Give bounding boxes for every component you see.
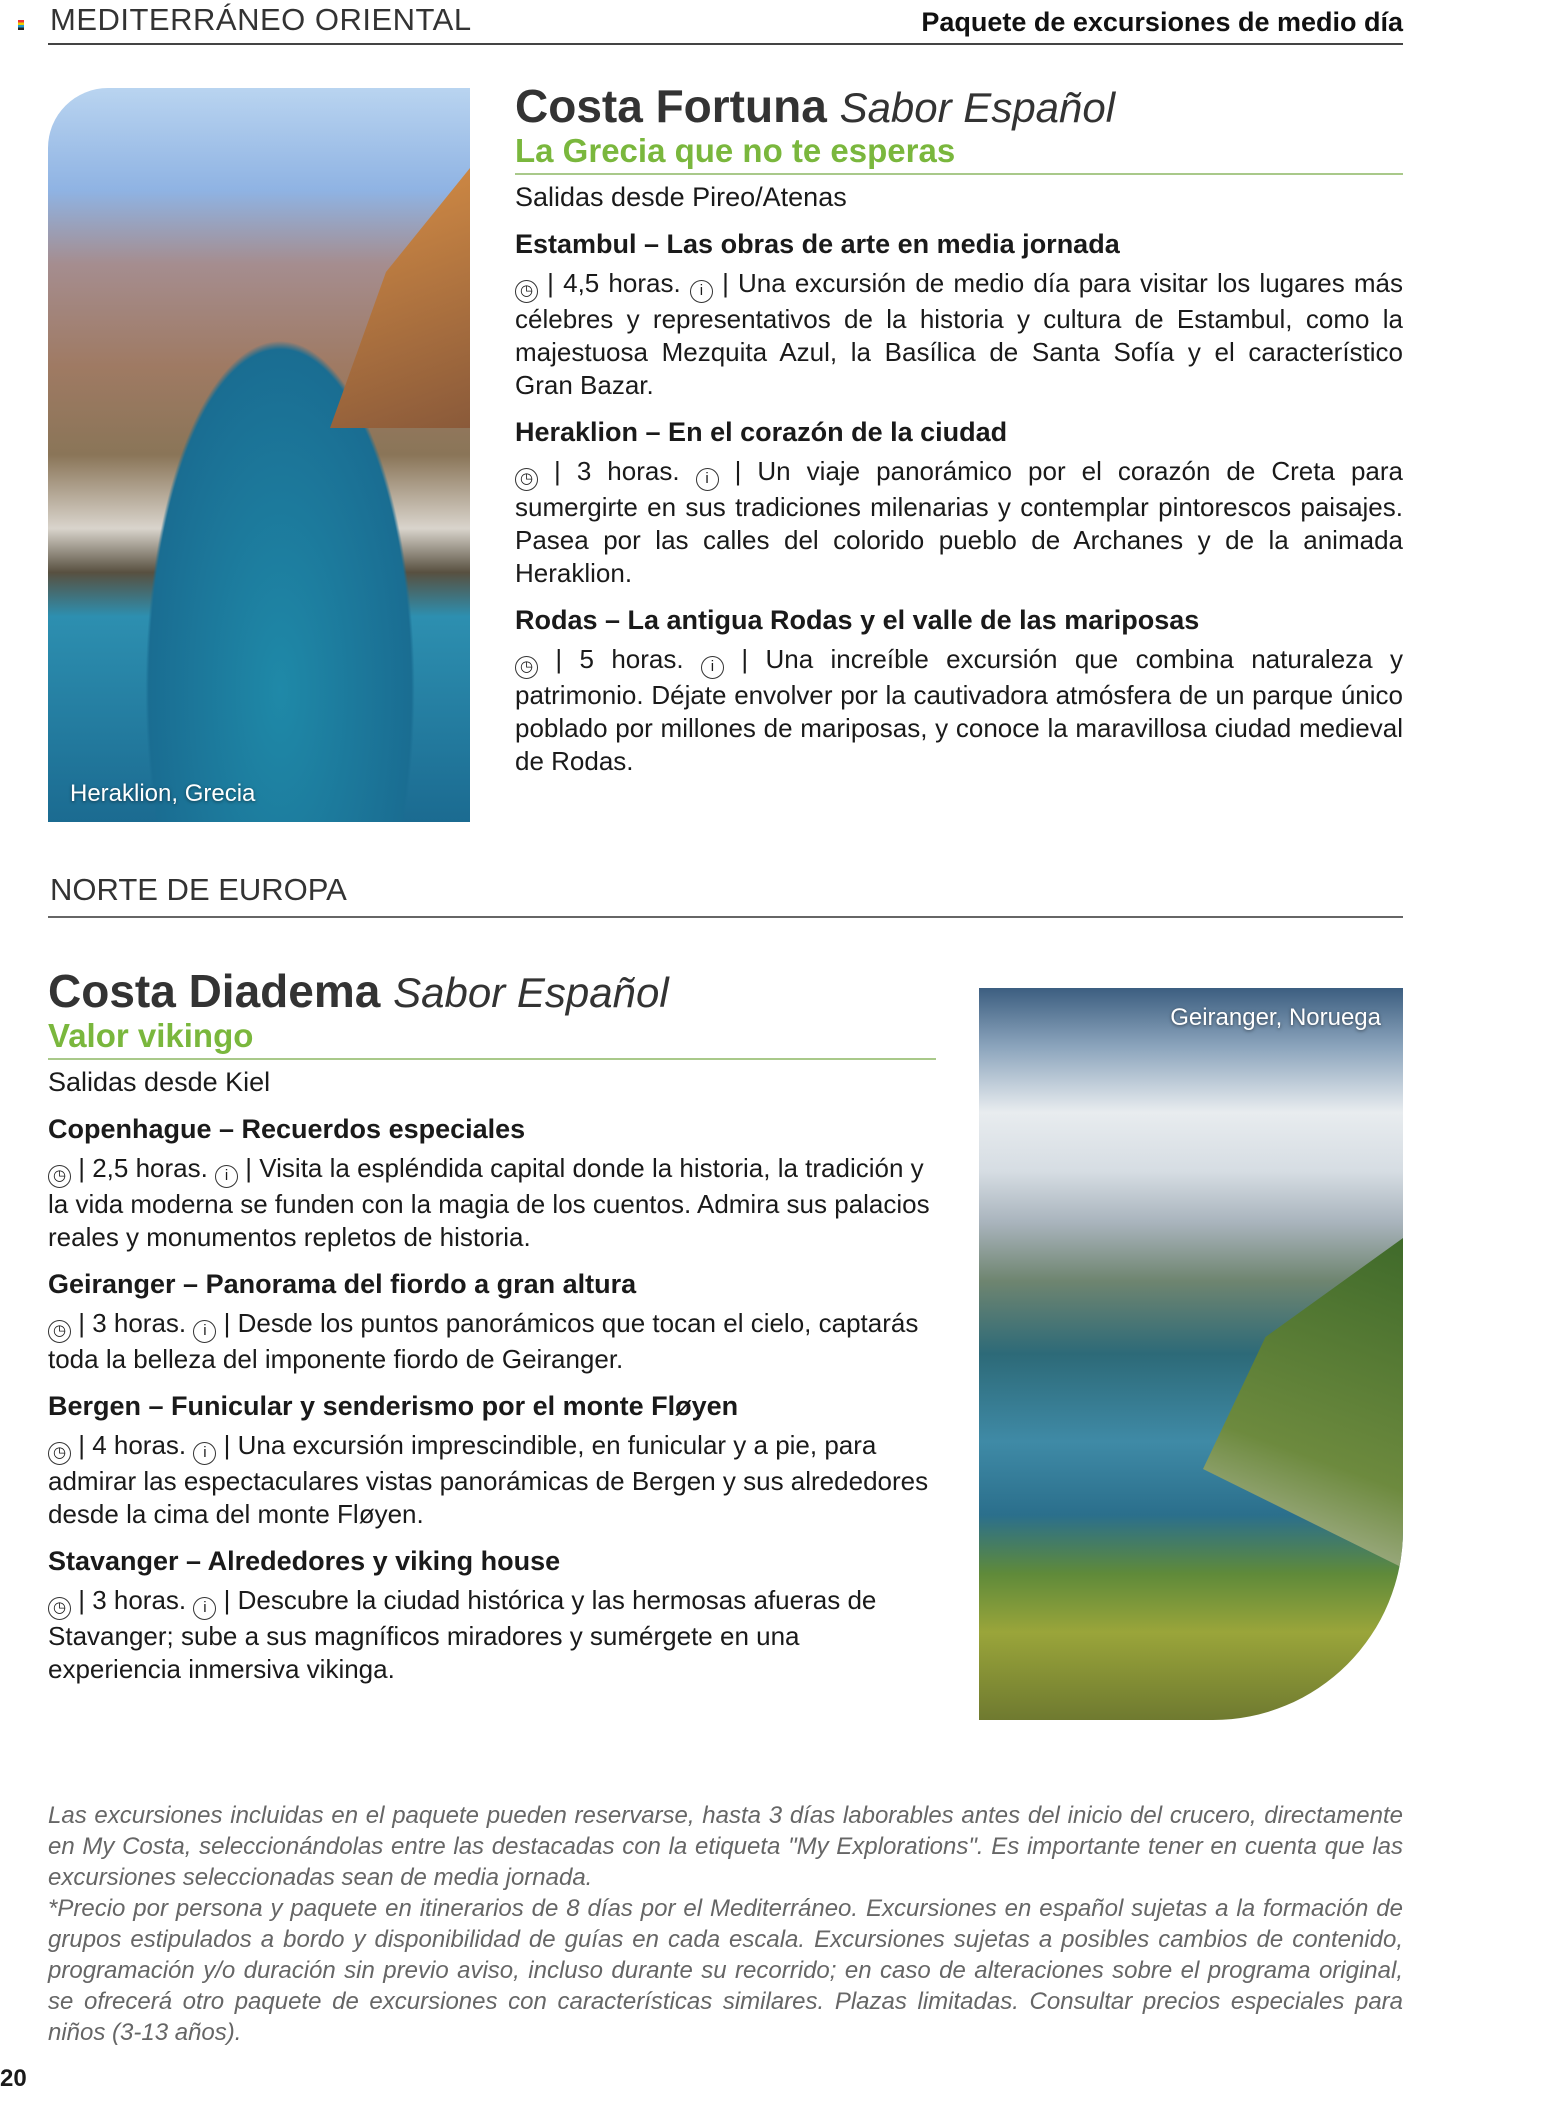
description: Visita la espléndida capital donde la historia, la tradición y la vida moderna se funden con la magia de los cuentos. Admira sus palacios reales y monumentos repletos de historia. [48, 1153, 930, 1252]
clock-icon: ◷ [48, 1597, 71, 1620]
green-divider [48, 1058, 936, 1060]
image-caption: Geiranger, Noruega [1170, 1004, 1381, 1031]
section-costa-fortuna [515, 80, 1404, 778]
duration: 4,5 horas. [563, 268, 681, 298]
duration: 3 horas. [576, 456, 680, 486]
clock-icon: ◷ [48, 1320, 71, 1343]
clock-icon: ◷ [48, 1165, 71, 1188]
excursion: Estambul – Las obras de arte en media jornada ◷ | 4,5 horas. i | Una excursión de medio día para visitar los lugares más célebres y representativos de la historia y cultura de Estambul, como la majestuosa Mezquita Azul, la Basílica de Santa Sofía y el característico Gran Bazar. [515, 229, 1403, 400]
duration: 2,5 horas. [92, 1153, 208, 1183]
footnote-booking: Las excursiones incluidas en el paquete pueden reservarse, hasta 3 días laborables antes del inicio del crucero, directamente en My Costa, seleccionándolas entre las destacadas con la etiqueta "My Explorations". Es importante tener en cuenta que las excursiones seleccionadas sean de media jornada. [48, 1802, 1403, 1891]
ship-name: Costa Diadema [48, 965, 381, 1017]
excursion: Heraklion – En el corazón de la ciudad ◷ | 3 horas. i | Un viaje panorámico por el corazón de Creta para sumergirte en sus tradiciones milenarias y contemplar pintorescos paisajes. Pasea por las calles del colorido pueblo de Archanes y de la animada Heraklion. [515, 417, 1404, 588]
duration: 3 horas. [92, 1585, 187, 1615]
duration: 5 horas. [579, 644, 684, 674]
info-icon: i [193, 1597, 216, 1620]
clock-icon: ◷ [515, 656, 538, 679]
ship-name: Costa Fortuna [515, 80, 827, 132]
info-icon: i [696, 468, 719, 491]
description: Una excursión imprescindible, en funicular y a pie, para admirar las espectaculares vistas panorámicas de Bergen y sus alrededores desde la cima del monte Fløyen. [48, 1430, 929, 1529]
mountain-shape [330, 168, 470, 428]
tagline: Valor vikingo [48, 1017, 254, 1054]
info-icon: i [193, 1442, 216, 1465]
clock-icon: ◷ [515, 280, 538, 303]
departures: Salidas desde Kiel [48, 1067, 271, 1097]
print-marks [18, 20, 24, 30]
ship-title [515, 80, 1403, 132]
ship-title [48, 965, 936, 1017]
excursion: Rodas – La antigua Rodas y el valle de las mariposas ◷ | 5 horas. i | Una increíble excursión que combina naturaleza y patrimonio. Déjate envolver por la cautivadora atmósfera de un parque único poblado por millones de mariposas, y conoce la maravillosa ciudad medieval de Rodas. [515, 605, 1403, 776]
page-number: 20 [0, 2065, 27, 2092]
footnote [48, 1800, 1403, 2048]
excursion: Copenhague – Recuerdos especiales ◷ | 2,5 horas. i | Visita la espléndida capital donde la historia, la tradición y la vida moderna se funden con la magia de los cuentos. Admira sus palacios reales y monumentos repletos de historia. [48, 1113, 936, 1254]
excursion: Stavanger – Alrededores y viking house ◷ | 3 horas. i | Descubre la ciudad histórica y las hermosas afueras de Stavanger; sube a sus magníficos miradores y sumérgete en una experiencia inmersiva vikinga. [48, 1545, 936, 1686]
description: Una excursión de medio día para visitar los lugares más célebres y representativos de la historia y cultura de Estambul, como la majestuosa Mezquita Azul, la Basílica de Santa Sofía y el característico Gran Bazar. [515, 268, 1403, 400]
image-caption: Heraklion, Grecia [70, 780, 256, 807]
description: Desde los puntos panorámicos que tocan el cielo, captarás toda la belleza del imponente fiordo de Geiranger. [48, 1308, 919, 1374]
section-divider [48, 916, 1403, 918]
header-divider [48, 43, 1403, 45]
package-name: Sabor Español [839, 84, 1116, 131]
excursion-title: Geiranger – Panorama del fiordo a gran altura [48, 1269, 637, 1299]
description: Una increíble excursión que combina naturaleza y patrimonio. Déjate envolver por la cautivadora atmósfera de un parque único poblado por millones de mariposas, y conoce la maravillosa ciudad medieval de Rodas. [515, 644, 1403, 776]
duration: 4 horas. [92, 1430, 187, 1460]
geiranger-photo [979, 988, 1403, 1720]
excursion: Geiranger – Panorama del fiordo a gran altura ◷ | 3 horas. i | Desde los puntos panorámicos que tocan el cielo, captarás toda la belleza del imponente fiordo de Geiranger. [48, 1268, 936, 1376]
excursion-title: Copenhague – Recuerdos especiales [48, 1114, 526, 1144]
excursion: Bergen – Funicular y senderismo por el monte Fløyen ◷ | 4 horas. i | Una excursión imprescindible, en funicular y a pie, para admirar las espectaculares vistas panorámicas de Bergen y sus alrededores desde la cima del monte Fløyen. [48, 1390, 936, 1531]
description: Un viaje panorámico por el corazón de Creta para sumergirte en sus tradiciones milenarias y contemplar pintorescos paisajes. Pasea por las calles del colorido pueblo de Archanes y de la animada Heraklion. [515, 456, 1404, 588]
excursion-title: Estambul – Las obras de arte en media jornada [515, 229, 1120, 259]
footnote-price: *Precio por persona y paquete en itinerarios de 8 días por el Mediterráneo. Excursiones en español sujetas a la formación de grupos estipulados a bordo y disponibilidad de guías en cada escala. Excursiones sujetas a posibles cambios de contenido, programación y/o duración sin previo aviso, incluso durante su recorrido; en caso de alteraciones sobre el programa original, se ofrecerá otro paquete de excursiones con características similares. Plazas limitadas. Consultar precios especiales para niños (3-13 años). [48, 1895, 1403, 2046]
region-heading: MEDITERRÁNEO ORIENTAL [50, 2, 472, 37]
heraklion-photo [48, 88, 470, 822]
tagline: La Grecia que no te esperas [515, 132, 956, 169]
excursion-title: Stavanger – Alrededores y viking house [48, 1546, 561, 1576]
clock-icon: ◷ [48, 1442, 71, 1465]
excursion-title: Bergen – Funicular y senderismo por el monte Fløyen [48, 1391, 739, 1421]
green-divider [515, 173, 1403, 175]
info-icon: i [193, 1320, 216, 1343]
package-name: Sabor Español [393, 969, 669, 1016]
excursion-title: Rodas – La antigua Rodas y el valle de las mariposas [515, 605, 1200, 635]
info-icon: i [690, 280, 713, 303]
header-title: Paquete de excursiones de medio día [921, 7, 1403, 37]
duration: 3 horas. [92, 1308, 187, 1338]
info-icon: i [215, 1165, 238, 1188]
departures: Salidas desde Pireo/Atenas [515, 182, 847, 212]
section-costa-diadema [48, 965, 936, 1686]
clock-icon: ◷ [515, 468, 538, 491]
cliff-shape [1153, 1238, 1403, 1568]
description: Descubre la ciudad histórica y las hermosas afueras de Stavanger; sube a sus magníficos miradores y sumérgete en una experiencia inmersiva vikinga. [48, 1585, 877, 1684]
region-heading: NORTE DE EUROPA [50, 872, 347, 907]
excursion-title: Heraklion – En el corazón de la ciudad [515, 417, 1008, 447]
info-icon: i [701, 656, 724, 679]
